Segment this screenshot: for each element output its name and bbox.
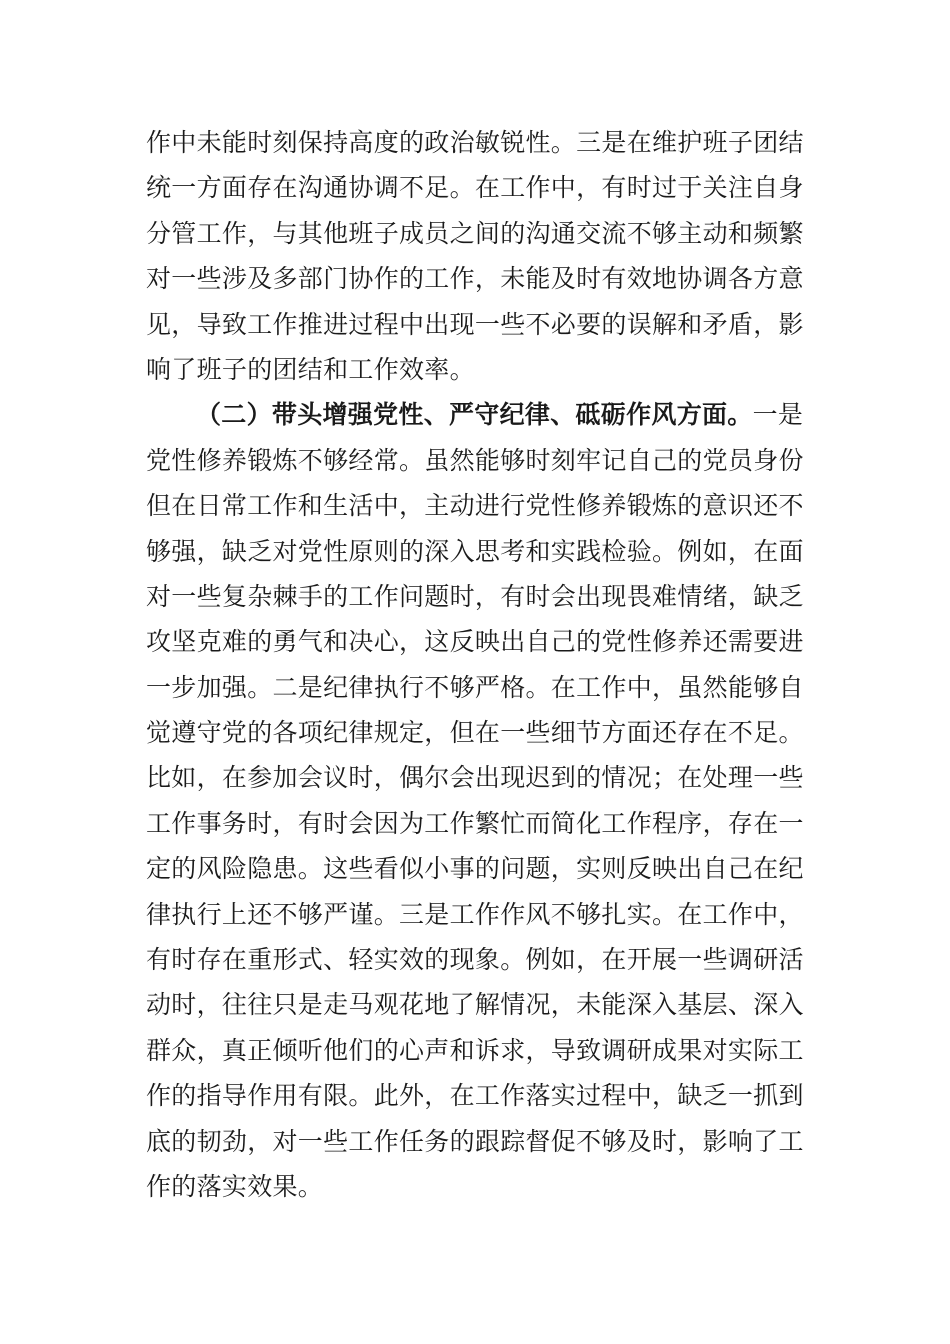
text-line: 党性修养锻炼不够经常。虽然能够时刻牢记自己的党员身份 xyxy=(146,445,804,475)
text-line: 定的风险隐患。这些看似小事的问题，实则反映出自己在纪 xyxy=(146,854,804,884)
paragraph-2-first-line xyxy=(146,392,816,437)
text-line: 动时，往往只是走马观花地了解情况，未能深入基层、深入 xyxy=(146,990,804,1020)
text-line: 作的指导作用有限。此外，在工作落实过程中，缺乏一抓到 xyxy=(146,1081,804,1111)
text-line: 对一些涉及多部门协作的工作，未能及时有效地协调各方意 xyxy=(146,264,804,294)
text-line: 底的韧劲，对一些工作任务的跟踪督促不够及时，影响了工 xyxy=(146,1126,804,1156)
text-line: 响了班子的团结和工作效率。 xyxy=(146,354,475,384)
text-line: 但在日常工作和生活中，主动进行党性修养锻炼的意识还不 xyxy=(146,491,804,521)
text-line: 工作事务时，有时会因为工作繁忙而简化工作程序，存在一 xyxy=(146,808,804,838)
text-line: 见，导致工作推进过程中出现一些不必要的误解和矛盾，影 xyxy=(146,309,804,339)
text-line: 统一方面存在沟通协调不足。在工作中，有时过于关注自身 xyxy=(146,173,804,203)
paragraph-2 xyxy=(146,392,816,1209)
text-line: 作中未能时刻保持高度的政治敏锐性。三是在维护班子团结 xyxy=(146,128,804,157)
text-line: 分管工作，与其他班子成员之间的沟通交流不够主动和频繁 xyxy=(146,218,804,248)
text-line: 攻坚克难的勇气和决心，这反映出自己的党性修养还需要进 xyxy=(146,627,804,657)
section-heading: （二）带头增强党性、严守纪律、砥砺作风方面。 xyxy=(196,400,753,430)
text-line: 律执行上还不够严谨。三是工作作风不够扎实。在工作中， xyxy=(146,899,804,929)
heading-continuation: 一是 xyxy=(752,400,804,430)
document-body xyxy=(146,120,816,1209)
text-line: 群众，真正倾听他们的心声和诉求，导致调研成果对实际工 xyxy=(146,1035,804,1065)
text-line: 作的落实效果。 xyxy=(146,1171,324,1201)
paragraph-1 xyxy=(146,120,816,392)
text-line: 够强，缺乏对党性原则的深入思考和实践检验。例如，在面 xyxy=(146,536,804,566)
text-line: 觉遵守党的各项纪律规定，但在一些细节方面还存在不足。 xyxy=(146,718,804,748)
text-line: 一步加强。二是纪律执行不够严格。在工作中，虽然能够自 xyxy=(146,672,804,702)
text-line: 对一些复杂棘手的工作问题时，有时会出现畏难情绪，缺乏 xyxy=(146,581,804,611)
text-line: 比如，在参加会议时，偶尔会出现迟到的情况；在处理一些 xyxy=(146,763,804,793)
text-line: 有时存在重形式、轻实效的现象。例如，在开展一些调研活 xyxy=(146,945,804,975)
